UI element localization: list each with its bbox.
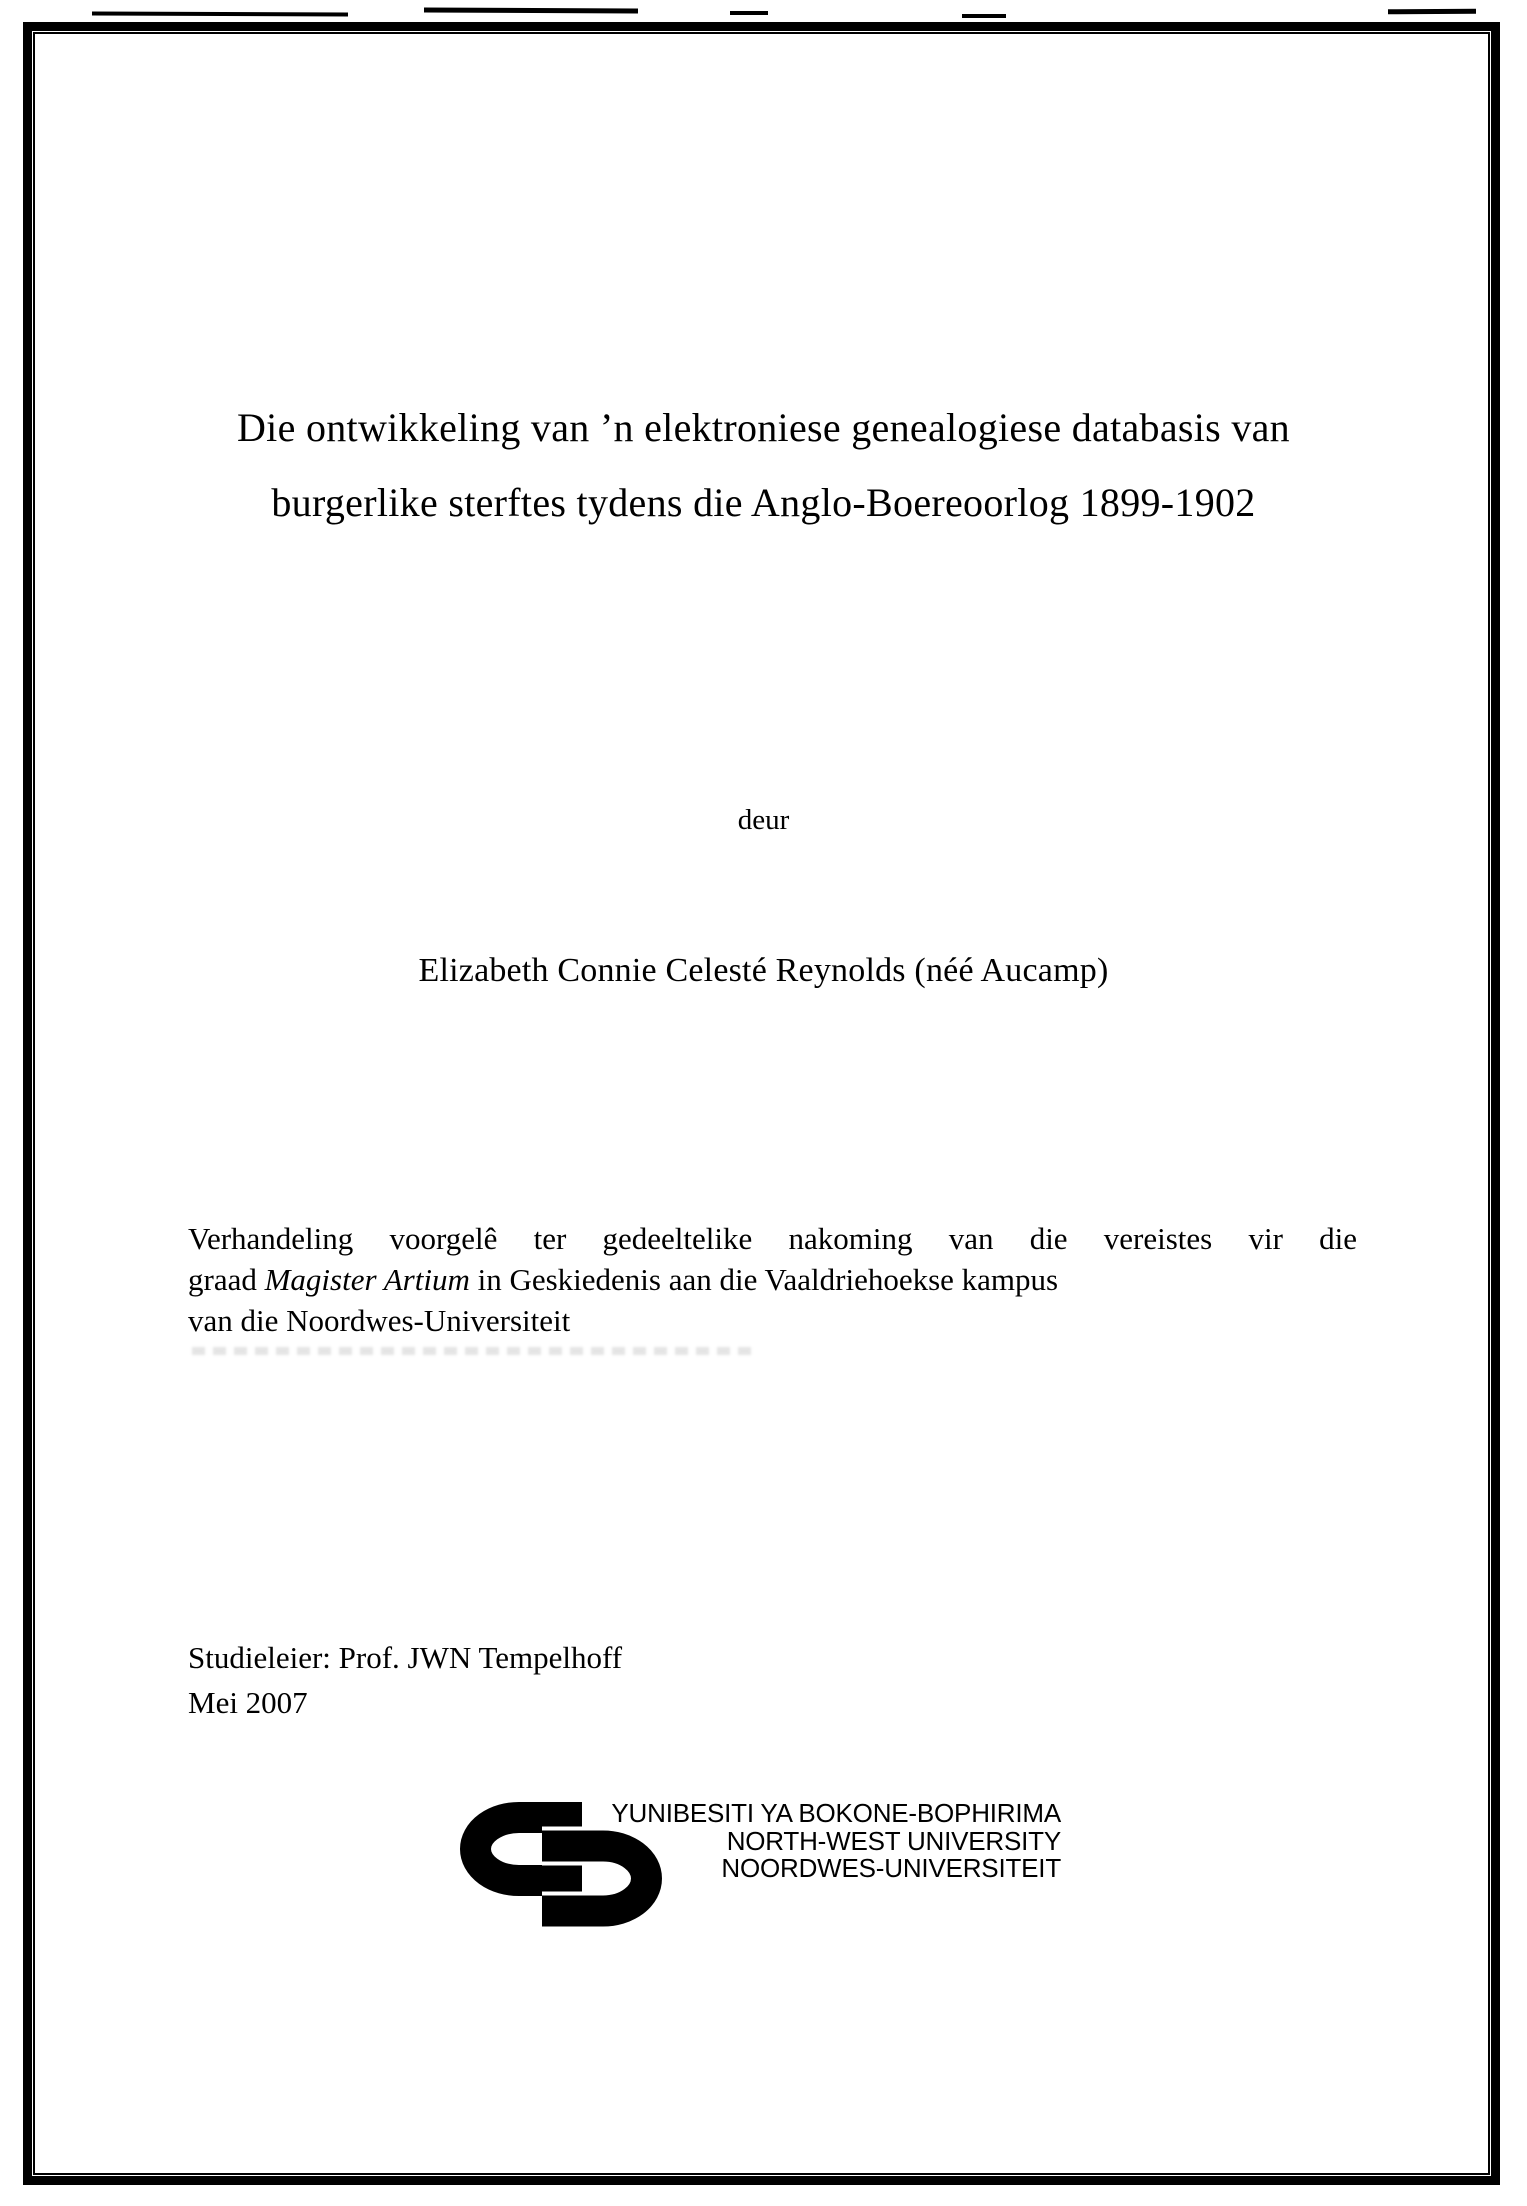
author-name: Elizabeth Connie Celesté Reynolds (néé Aucamp) <box>418 952 1109 989</box>
thesis-title <box>46 390 1481 540</box>
supervisor-block <box>188 1635 622 1725</box>
degree-statement-line2-post: in Geskiedenis aan die Vaaldriehoekse kampus <box>469 1262 1059 1297</box>
scan-artifact <box>92 12 348 17</box>
degree-statement-line2-pre: graad <box>188 1262 265 1297</box>
university-name-english: NORTH-WEST UNIVERSITY <box>726 1825 1061 1856</box>
scan-artifact <box>962 14 1006 18</box>
byline-label: deur <box>737 804 790 836</box>
date-line: Mei 2007 <box>188 1685 308 1720</box>
degree-statement-line2 <box>188 1259 1357 1300</box>
university-name-afrikaans: NOORDWES-UNIVERSITEIT <box>721 1853 1061 1883</box>
ink-bleed-artifact <box>192 1347 752 1355</box>
university-name-setswana: YUNIBESITI YA BOKONE-BOPHIRIMA <box>611 1798 1061 1828</box>
thesis-title-line1: Die ontwikkeling van ’n elektroniese genealogiese databasis van <box>236 405 1290 450</box>
thesis-title-line2: burgerlike sterftes tydens die Anglo-Boereoorlog 1899-1902 <box>271 480 1256 525</box>
degree-statement-line1: Verhandeling voorgelê ter gedeeltelike nakoming van die vereistes vir die <box>188 1221 1357 1256</box>
degree-name: Magister Artium <box>264 1262 470 1297</box>
scan-artifact <box>424 7 638 13</box>
degree-statement-line3: van die Noordwes-Universiteit <box>188 1303 571 1338</box>
degree-statement <box>188 1218 1357 1341</box>
scan-artifact <box>1388 9 1476 15</box>
supervisor-line: Studieleier: Prof. JWN Tempelhoff <box>188 1640 623 1675</box>
university-wordmark <box>585 1800 1061 1883</box>
scan-artifact <box>730 11 768 15</box>
